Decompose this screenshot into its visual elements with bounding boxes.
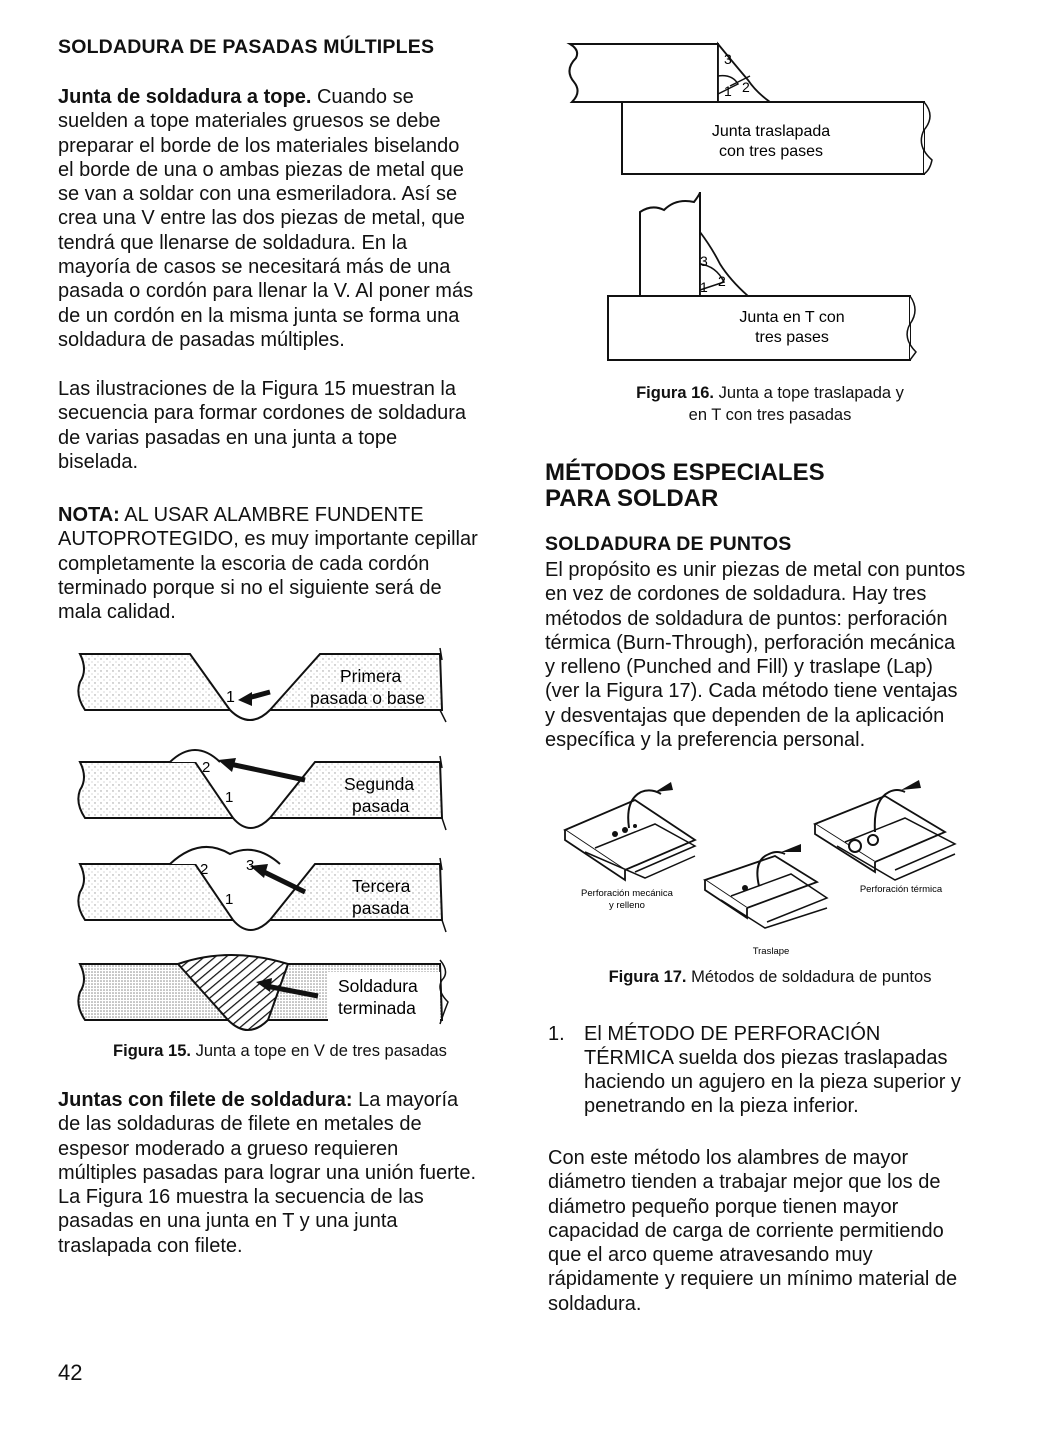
svg-text:2: 2	[718, 273, 726, 289]
list-number: 1.	[548, 1023, 565, 1045]
figure15-illustration	[70, 640, 470, 1035]
svg-text:tres pases: tres pases	[755, 329, 829, 346]
svg-text:pasada o base: pasada o base	[310, 688, 425, 708]
svg-text:Traslape: Traslape	[752, 946, 790, 957]
figure17-caption-lead: Figura 17.	[608, 968, 687, 986]
svg-text:Perforación térmica: Perforación térmica	[859, 884, 943, 895]
figure16-caption-lead: Figura 16.	[636, 384, 715, 402]
figure15-caption: Figura 15. Junta a tope en V de tres pasadas	[113, 1042, 447, 1060]
figure17-caption: Figura 17. Métodos de soldadura de puntos	[608, 968, 932, 986]
paragraph-figure15-intro: Las ilustraciones de la Figura 15 muestran la secuencia para formar cordones de soldadura de varias pasadas en una junta a tope biselada.	[58, 378, 467, 473]
svg-text:3: 3	[700, 253, 708, 269]
figure16-caption: Figura 16. Junta a tope traslapada y en T con tres pasadas	[636, 384, 904, 424]
figure15-panel-third-pass	[78, 847, 446, 932]
svg-text:2: 2	[742, 79, 750, 95]
svg-text:2: 2	[202, 759, 211, 776]
figure17-punched-fill	[565, 782, 695, 911]
svg-text:1: 1	[225, 891, 234, 908]
svg-text:pasada: pasada	[352, 898, 410, 918]
svg-text:3: 3	[246, 857, 255, 874]
svg-text:pasada: pasada	[352, 796, 410, 816]
figure16-lap-joint	[569, 44, 932, 174]
paragraph-burn-through: Con este método los alambres de mayor diámetro tienden a trabajar mejor que los de diámetro pequeño porque tienen mayor capacidad de carga de corriente permitiendo que el arco queme atravesando muy rápidamente y requiere un mínimo material de soldadura.	[548, 1147, 958, 1315]
section-heading: MÉTODOS ESPECIALES PARA SOLDAR	[545, 459, 825, 512]
svg-text:terminada: terminada	[338, 998, 416, 1018]
svg-text:2: 2	[200, 861, 209, 878]
figure15-panel-first-pass	[78, 648, 446, 722]
svg-text:Tercera: Tercera	[352, 876, 411, 896]
svg-text:Junta en T con: Junta en T con	[739, 309, 845, 326]
figure15-caption-lead: Figura 15.	[113, 1042, 191, 1060]
figure17-illustration	[555, 770, 975, 965]
svg-text:1: 1	[225, 789, 234, 806]
figure15-panel-finished-weld	[78, 955, 448, 1030]
figure15-panel-second-pass	[78, 750, 446, 830]
svg-text:Soldadura: Soldadura	[338, 976, 418, 996]
note-lead: NOTA:	[58, 504, 120, 526]
figure16-t-joint	[608, 192, 916, 360]
figure15-pass-number: 1	[226, 689, 235, 706]
figure17-burn-through	[815, 780, 955, 895]
svg-text:Primera: Primera	[340, 666, 402, 686]
section-title: SOLDADURA DE PASADAS MÚLTIPLES	[58, 36, 435, 58]
paragraph-spot-welding: El propósito es unir piezas de metal con puntos en vez de cordones de soldadura. Hay tres métodos de soldadura de puntos: perforación térmica (Burn-Through), perforación mecánica y relleno (Punched and Fill) y traslape (Lap) (ver la Figura 17). Cada método tiene ventajas y desventajas que dependen de la aplicación específica y la preferencia personal.	[545, 559, 966, 752]
paragraph-lead: Junta de soldadura a tope.	[58, 86, 312, 108]
paragraph-fillet-joints: Juntas con filete de soldadura: La mayoría de las soldaduras de filete en metales de espesor moderado a grueso requieren múltiples pasadas para lograr una unión fuerte. La Figura 16 muestra la secuencia de las pasadas en una junta en T y una junta traslapada con filete.	[58, 1089, 477, 1257]
subsection-title: SOLDADURA DE PUNTOS	[545, 533, 792, 555]
paragraph-lead: Juntas con filete de soldadura:	[58, 1089, 353, 1111]
figure16-illustration	[560, 36, 940, 372]
svg-text:Perforación mecánica: Perforación mecánica	[581, 888, 673, 899]
paragraph-butt-joint: Junta de soldadura a tope. Cuando se suelden a tope materiales gruesos se debe preparar el borde de los materiales biselando el borde de una o ambas piezas de metal que se van a soldar con una esmeriladora. Así se crea una V entre las dos piezas de metal, que tendrá que llenarse de soldadura. En la mayoría de casos se necesitará más de una pasada o cordón para llenar la V. Al poner más de un cordón en la misma junta se forma una soldadura de pasadas múltiples.	[58, 86, 474, 351]
svg-text:con tres pases: con tres pases	[718, 143, 824, 160]
svg-text:1: 1	[724, 83, 732, 99]
svg-text:Segunda: Segunda	[344, 774, 415, 794]
svg-text:Junta traslapada: Junta traslapada	[711, 123, 831, 140]
page-number: 42	[58, 1360, 83, 1385]
svg-text:3: 3	[724, 51, 732, 67]
figure17-lap	[705, 844, 827, 957]
svg-text:1: 1	[700, 279, 708, 295]
note-paragraph: NOTA: AL USAR ALAMBRE FUNDENTE AUTOPROTEGIDO, es muy importante cepillar completamente la escoria de cada cordón terminado porque si no el siguiente será de mala calidad.	[58, 504, 478, 624]
svg-text:y relleno: y relleno	[609, 900, 645, 911]
